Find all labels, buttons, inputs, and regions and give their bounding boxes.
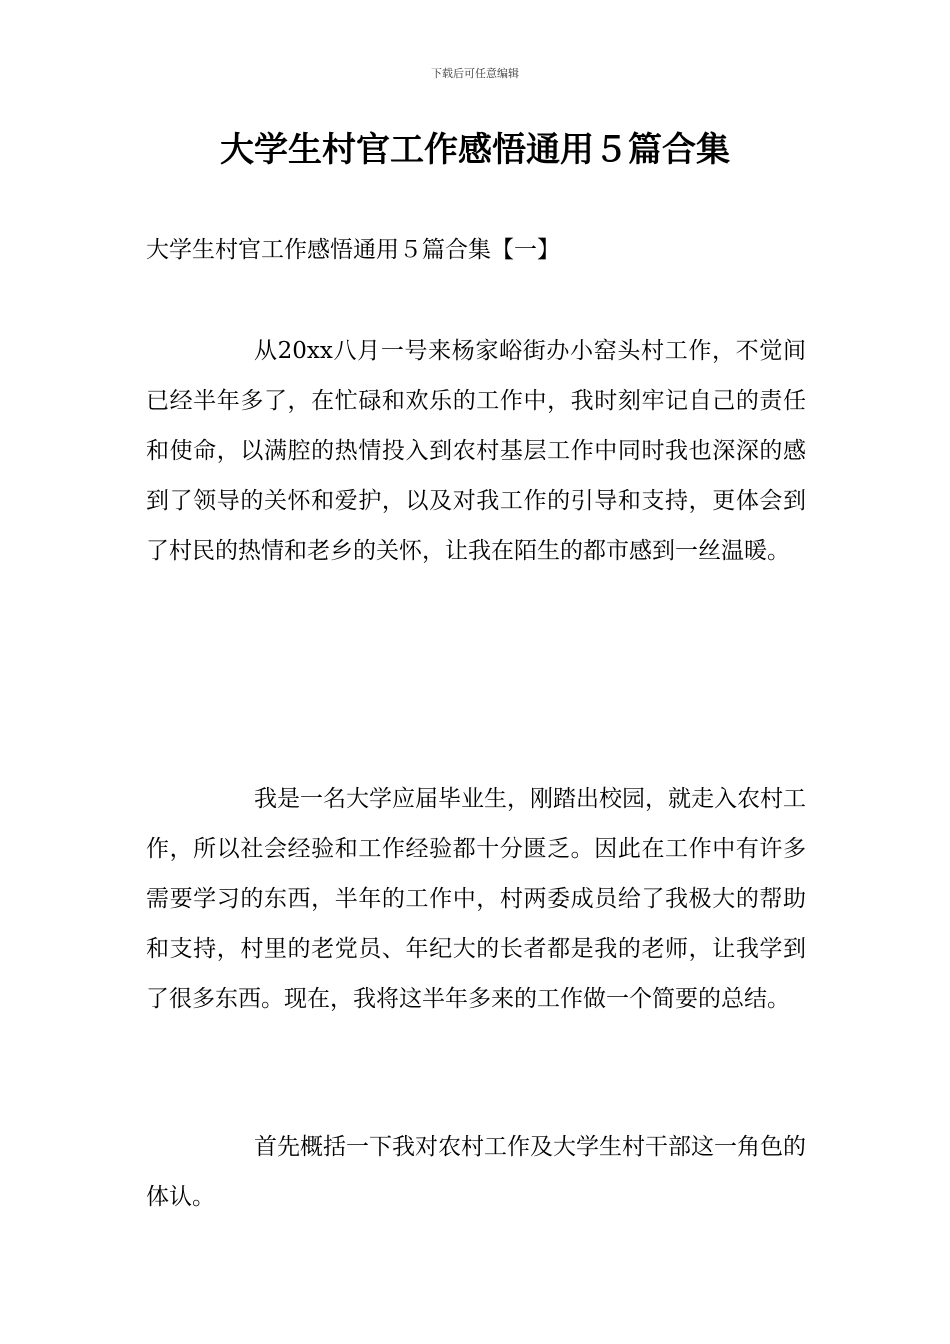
document-title: 大学生村官工作感悟通用５篇合集 bbox=[220, 130, 730, 170]
header-note: 下载后可任意编辑 bbox=[431, 67, 519, 80]
paragraph-3: 首先概括一下我对农村工作及大学生村干部这一角色的体认。 bbox=[146, 1134, 806, 1210]
paragraph-1: 从20xx八月一号来杨家峪街办小窑头村工作，不觉间已经半年多了，在忙碌和欢乐的工作中，我时刻牢记自己的责任和使命，以满腔的热情投入到农村基层工作中同时我也深深的感到了领导的关怀和爱护，以及对我工作的引导和支持，更体会到了村民的热情和老乡的关怀，让我在陌生的都市感到一丝温暖。 bbox=[146, 338, 806, 564]
section-heading: 大学生村官工作感悟通用５篇合集【一】 bbox=[146, 237, 560, 263]
paragraph-2: 我是一名大学应届毕业生，刚踏出校园，就走入农村工作，所以社会经验和工作经验都十分匮乏。因此在工作中有许多需要学习的东西，半年的工作中，村两委成员给了我极大的帮助和支持，村里的老党员、年纪大的长者都是我的老师，让我学到了很多东西。现在，我将这半年多来的工作做一个简要的总结。 bbox=[146, 786, 806, 1012]
